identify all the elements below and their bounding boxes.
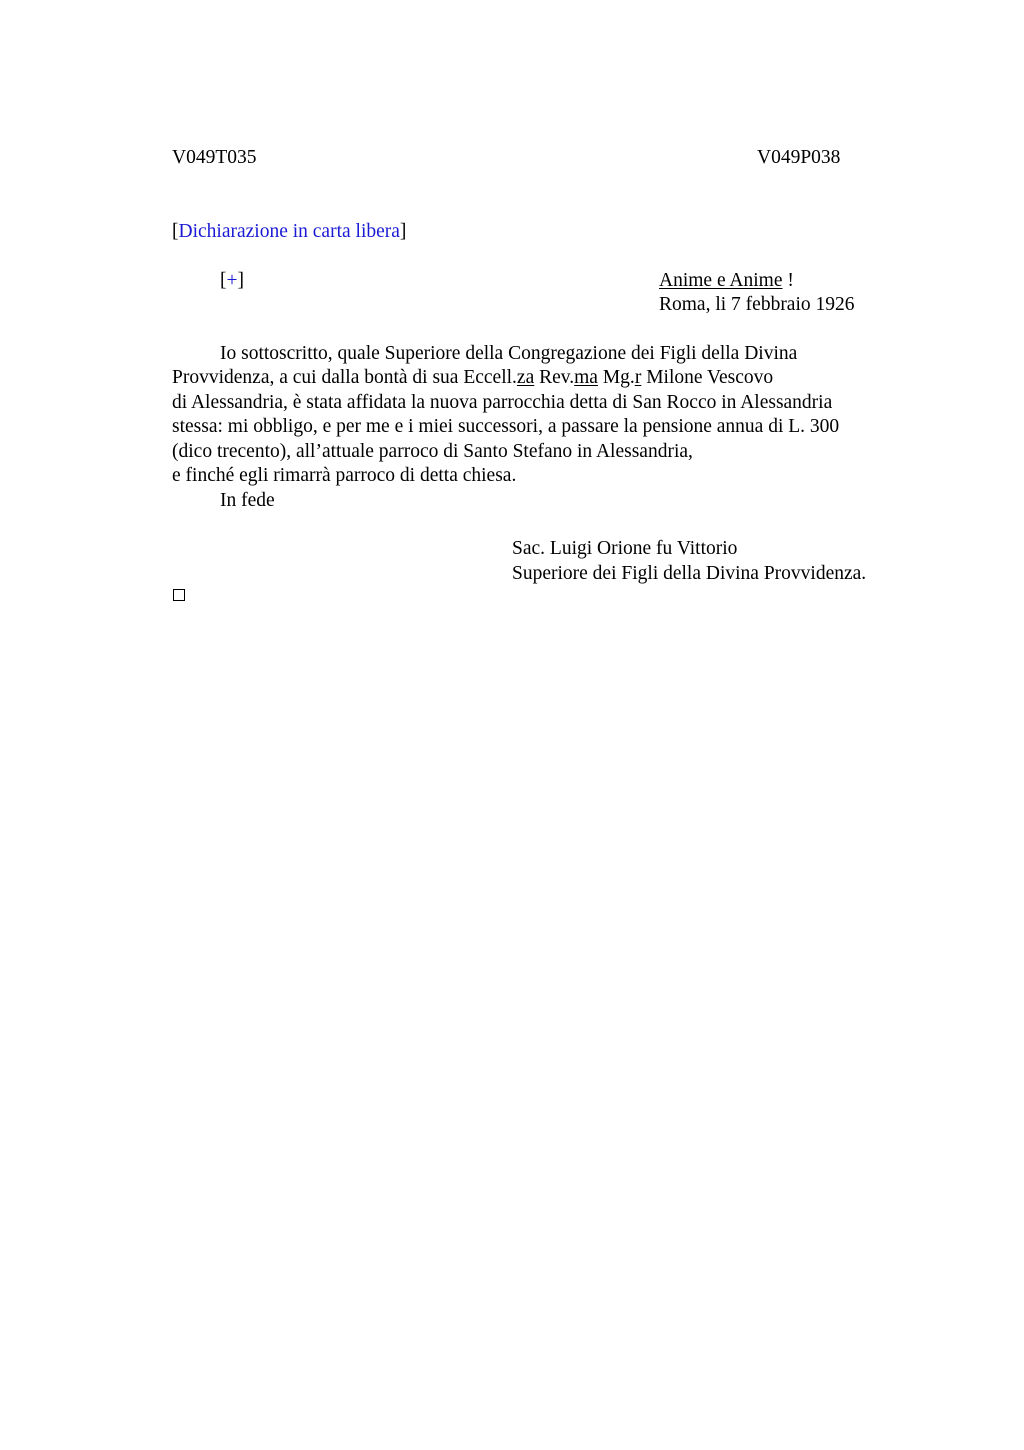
body-line-2-part-d: Milone Vescovo [641, 367, 774, 388]
end-marker-square-icon [173, 589, 185, 601]
abbrev-r: r [634, 367, 642, 388]
body-line-4: stessa: mi obbligo, e per me e i miei successori, a passare la pensione annua di L. 300 [172, 416, 840, 437]
body-line-3: di Alessandria, è stata affidata la nuova parrocchia detta di San Rocco in Alessandria [172, 392, 833, 413]
signature-role: Superiore dei Figli della Divina Provvidenza. [512, 563, 867, 584]
body-line-2-part-a: Provvidenza, a cui dalla bontà di sua Eccell. [172, 367, 517, 388]
body-line-1: Io sottoscritto, quale Superiore della Congregazione dei Figli della Divina [220, 343, 798, 364]
cross-symbol: + [226, 270, 238, 291]
body-line-2-part-b: Rev. [534, 367, 575, 388]
abbrev-za: za [516, 367, 535, 388]
cross-mark [220, 269, 244, 294]
signature-name: Sac. Luigi Orione fu Vittorio [512, 538, 738, 559]
body-line-6: e finché egli rimarrà parroco di detta chiesa. [172, 465, 517, 486]
title-text: Dichiarazione in carta libera [178, 221, 400, 242]
motto [659, 269, 794, 294]
motto-suffix: ! [782, 270, 794, 291]
closing-in-fede: In fede [220, 490, 275, 511]
document-code-left: V049T035 [172, 147, 257, 168]
title-bracket-close: ] [399, 221, 407, 242]
cross-bracket-open: [ [220, 270, 227, 291]
cross-bracket-close: ] [237, 270, 244, 291]
place-date: Roma, li 7 febbraio 1926 [659, 294, 855, 315]
document-title [172, 220, 406, 245]
motto-text: Anime e Anime [659, 270, 783, 291]
abbrev-ma: ma [574, 367, 598, 388]
body-line-5: (dico trecento), all’attuale parroco di Santo Stefano in Alessandria, [172, 441, 693, 462]
body-line-2-part-c: Mg. [597, 367, 635, 388]
body-line-2 [172, 366, 773, 391]
document-code-right: V049P038 [757, 147, 841, 168]
title-bracket-open: [ [172, 221, 179, 242]
